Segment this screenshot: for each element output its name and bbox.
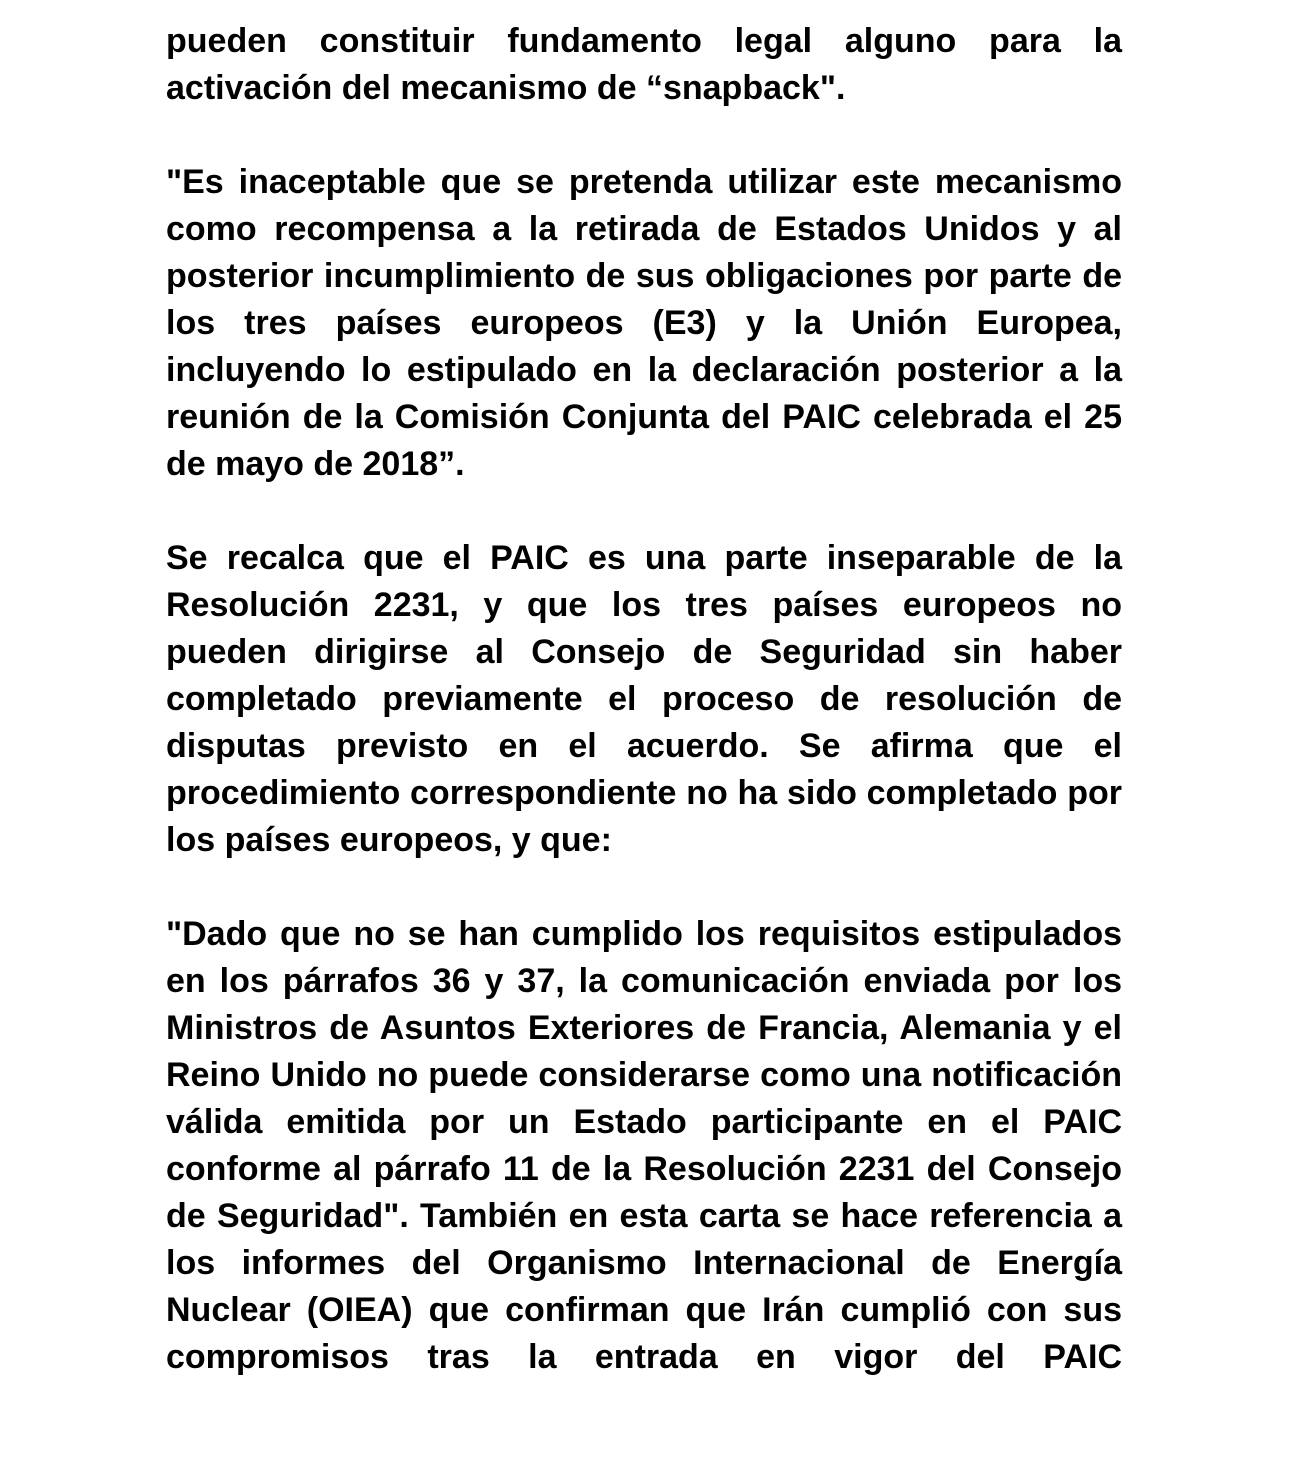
paragraph-quote-requisitos: "Dado que no se han cumplido los requisitos estipulados en los párrafos 36 y 37, la comunicación enviada por los Ministros de Asuntos Exteriores de Francia, Alemania y el Reino Unido no puede considerarse como una notificación válida emitida por un Estado participante en el PAIC conforme al párrafo 11 de la Resolución 2231 del Consejo de Seguridad". También en esta carta se hace referencia a los informes del Organismo Internacional de Energía Nuclear (OIEA) que confirman que Irán cumplió con sus compromisos tras la entrada en vigor del PAIC: [166, 915, 1122, 1376]
document-page: [166, 18, 1122, 1381]
paragraph-paic-resolucion: Se recalca que el PAIC es una parte inseparable de la Resolución 2231, y que los tres países europeos no pueden dirigirse al Consejo de Seguridad sin haber completado previamente el proceso de resolución de disputas previsto en el acuerdo. Se afirma que el procedimiento correspondiente no ha sido completado por los países europeos, y que:: [166, 539, 1122, 859]
paragraph-snapback-continuation: pueden constituir fundamento legal alguno para la activación del mecanismo de “snapback".: [166, 22, 1122, 107]
paragraph-quote-inaceptable: "Es inaceptable que se pretenda utilizar este mecanismo como recompensa a la retirada de Estados Unidos y al posterior incumplimiento de sus obligaciones por parte de los tres países europeos (E3) y la Unión Europea, incluyendo lo estipulado en la declaración posterior a la reunión de la Comisión Conjunta del PAIC celebrada el 25 de mayo de 2018”.: [166, 163, 1122, 483]
